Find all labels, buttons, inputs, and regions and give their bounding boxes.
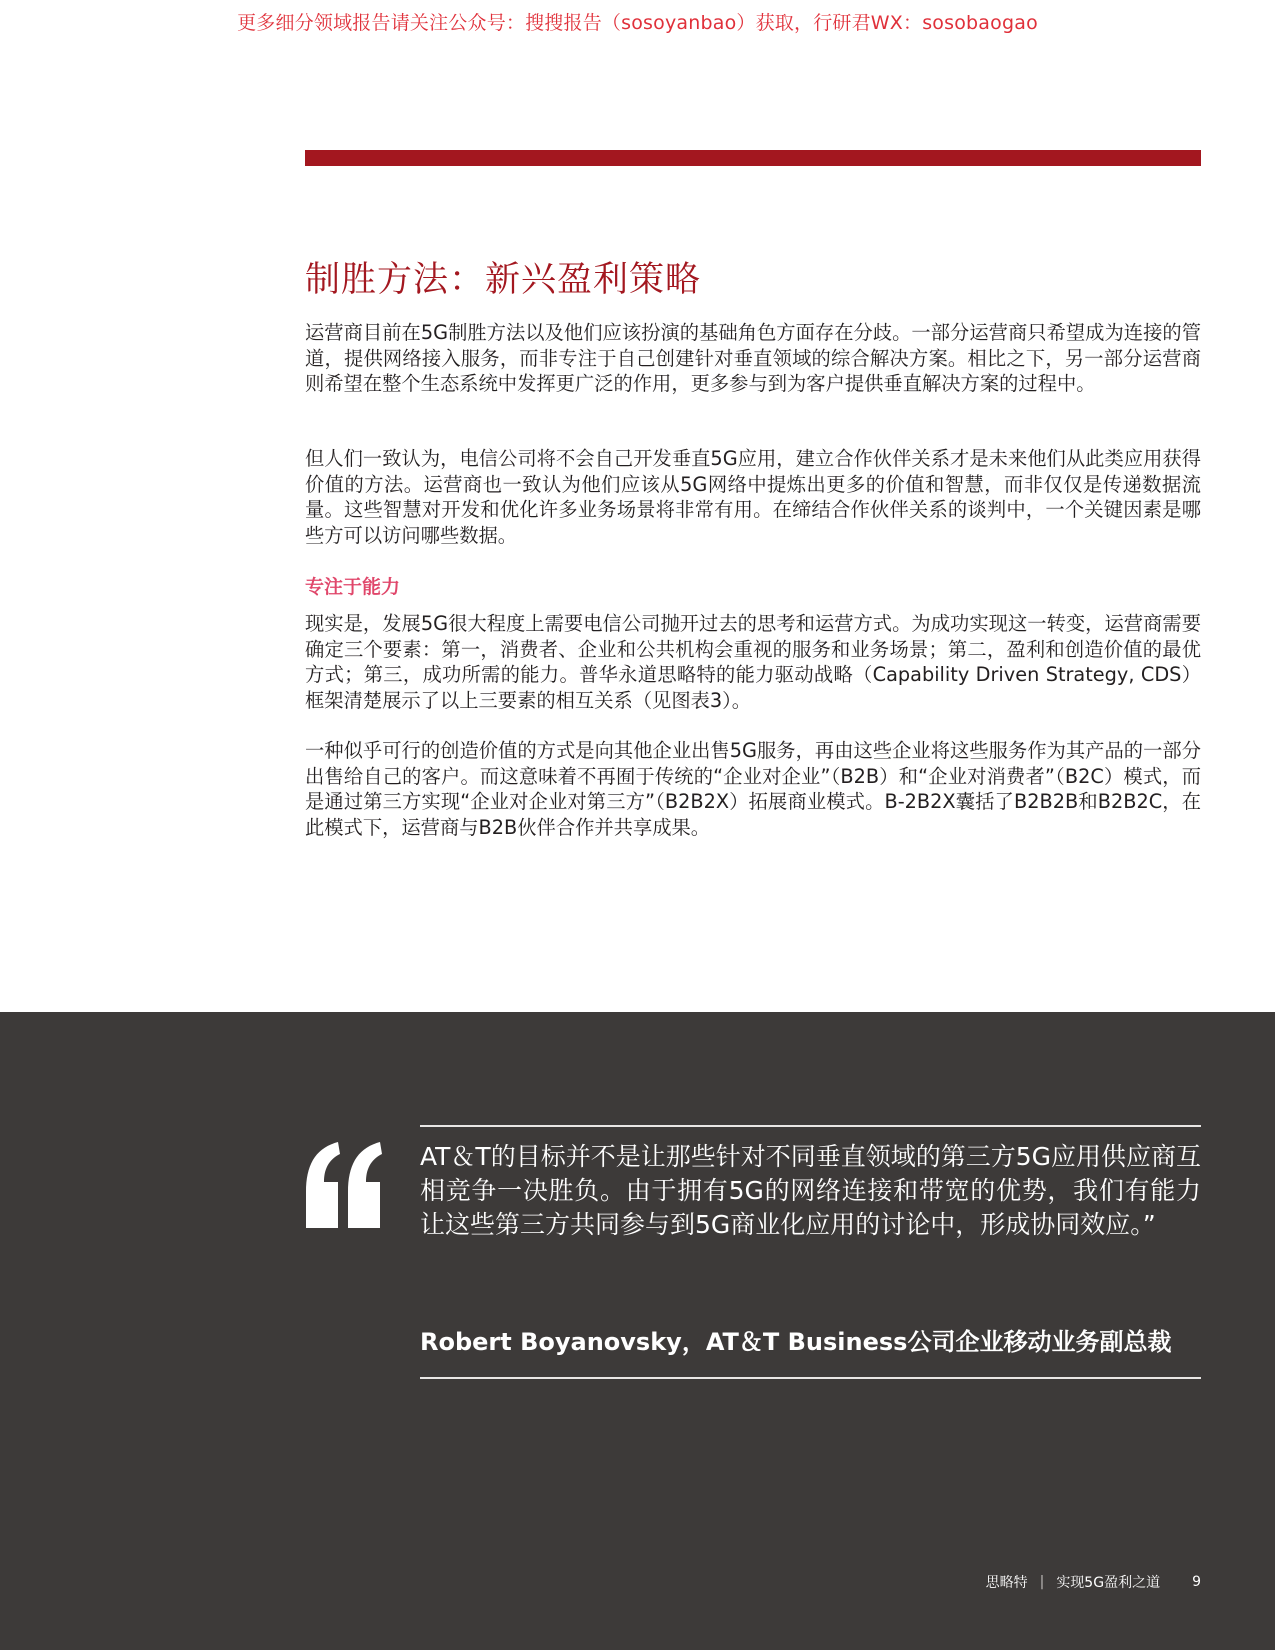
body-paragraph-3: 现实是，发展5G很大程度上需要电信公司抛开过去的思考和运营方式。为成功实现这一转变，运营商需要确定三个要素：第一，消费者、企业和公共机构会重视的服务和业务场景；第二，盈利和创造价值的最优方式；第三，成功所需的能力。普华永道思略特的能力驱动战略（Capability Driven Strategy, CDS）框架清楚展示了以上三要素的相互关系（见图表3）。	[305, 612, 1201, 712]
quote-bottom-rule	[420, 1377, 1201, 1379]
quotation-mark-icon	[302, 1140, 382, 1230]
footer-brand: 思略特	[985, 1575, 1028, 1591]
footer-separator: |	[1039, 1574, 1045, 1590]
quote-text: AT＆T的目标并不是让那些针对不同垂直领域的第三方5G应用供应商互相竞争一决胜负。由于拥有5G的网络连接和带宽的优势，我们有能力让这些第三方共同参与到5G商业化应用的讨论中，形成协同效应。”	[420, 1142, 1201, 1239]
page-footer	[986, 1572, 1201, 1592]
section-header-bar	[305, 150, 1201, 166]
quote-top-rule	[420, 1125, 1201, 1127]
page-number: 9	[1192, 1574, 1201, 1590]
footer-report-title: 实现5G盈利之道	[1056, 1575, 1161, 1591]
subheading: 专注于能力	[305, 576, 401, 598]
body-paragraph-4: 一种似乎可行的创造价值的方式是向其他企业出售5G服务，再由这些企业将这些服务作为其产品的一部分出售给自己的客户。而这意味着不再囿于传统的“企业对企业”（B2B）和“企业对消费者”（B2C）模式，而是通过第三方实现“企业对企业对第三方”（B2B2X）拓展商业模式。B-2B2X囊括了B2B2B和B2B2C，在此模式下，运营商与B2B伙伴合作并共享成果。	[305, 739, 1201, 839]
quote-author: Robert Boyanovsky，AT＆T Business公司企业移动业务副总裁	[420, 1328, 1172, 1356]
body-paragraph-1: 运营商目前在5G制胜方法以及他们应该扮演的基础角色方面存在分歧。一部分运营商只希望成为连接的管道，提供网络接入服务，而非专注于自己创建针对垂直领域的综合解决方案。相比之下，另一部分运营商则希望在整个生态系统中发挥更广泛的作用，更多参与到为客户提供垂直解决方案的过程中。	[305, 321, 1201, 395]
page-title: 制胜方法：新兴盈利策略	[305, 260, 702, 300]
body-paragraph-2: 但人们一致认为，电信公司将不会自己开发垂直5G应用，建立合作伙伴关系才是未来他们从此类应用获得价值的方法。运营商也一致认为他们应该从5G网络中提炼出更多的价值和智慧，而非仅仅是传递数据流量。这些智慧对开发和优化许多业务场景将非常有用。在缔结合作伙伴关系的谈判中，一个关键因素是哪些方可以访问哪些数据。	[305, 447, 1201, 547]
watermark-text: 更多细分领域报告请关注公众号：搜搜报告（sosoyanbao）获取，行研君WX：sosobaogao	[237, 12, 1038, 34]
